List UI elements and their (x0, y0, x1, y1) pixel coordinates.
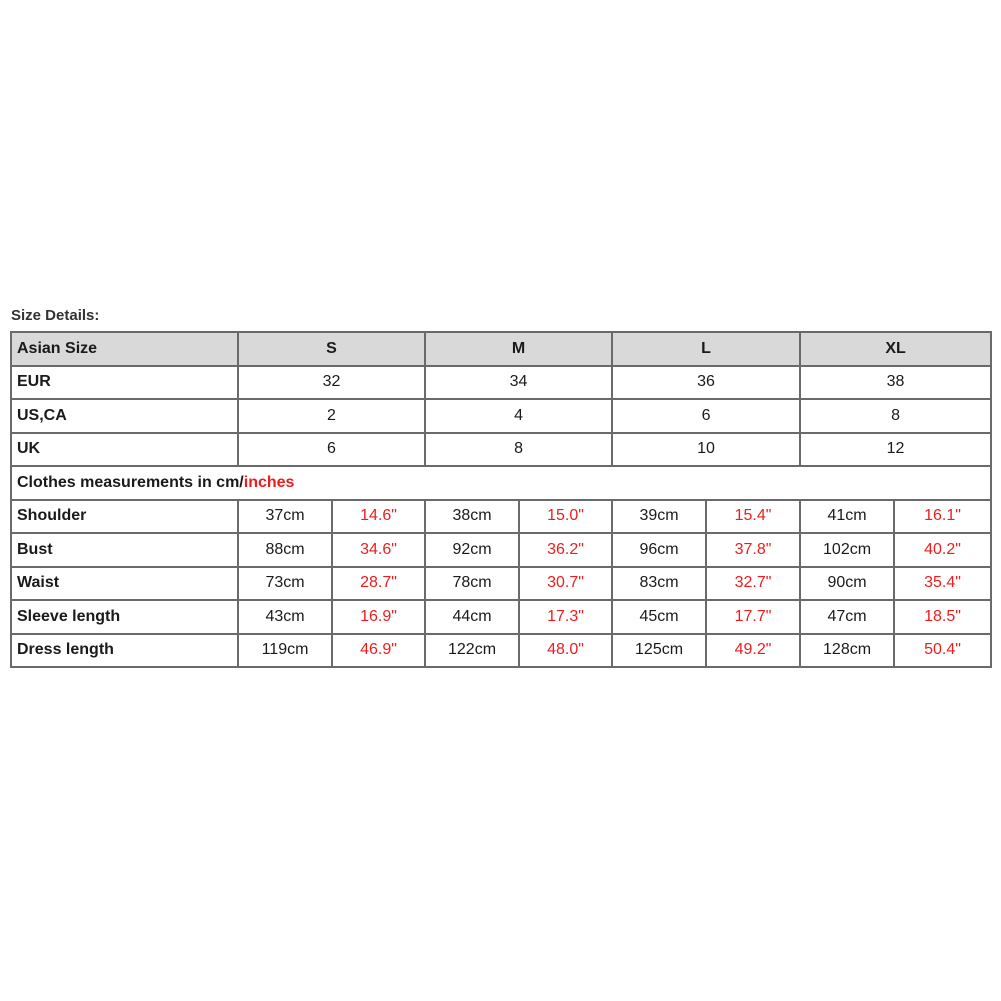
inch-cell: 16.1" (894, 500, 991, 534)
cm-cell: 92cm (425, 533, 519, 567)
table-cell: 6 (238, 433, 425, 467)
inch-cell: 17.7" (706, 600, 800, 634)
table-cell: 4 (425, 399, 612, 433)
inch-cell: 16.9" (332, 600, 425, 634)
size-header-l: L (612, 332, 800, 366)
inch-cell: 14.6" (332, 500, 425, 534)
measurement-row-sleeve-length (11, 600, 991, 634)
inch-cell: 15.4" (706, 500, 800, 534)
inch-cell: 35.4" (894, 567, 991, 601)
row-label: Bust (11, 533, 238, 567)
section-text: Clothes measurements in cm/ (17, 473, 244, 491)
inch-cell: 36.2" (519, 533, 612, 567)
row-label: EUR (11, 366, 238, 400)
table-cell: 36 (612, 366, 800, 400)
row-label: Shoulder (11, 500, 238, 534)
measurement-row-waist (11, 567, 991, 601)
cm-cell: 96cm (612, 533, 706, 567)
row-label: UK (11, 433, 238, 467)
cm-cell: 41cm (800, 500, 894, 534)
inch-cell: 30.7" (519, 567, 612, 601)
measurement-row-shoulder (11, 500, 991, 534)
cm-cell: 83cm (612, 567, 706, 601)
inch-cell: 34.6" (332, 533, 425, 567)
conversion-row-us-ca (11, 399, 991, 433)
inch-cell: 32.7" (706, 567, 800, 601)
measurements-section-heading (11, 466, 991, 500)
cm-cell: 39cm (612, 500, 706, 534)
cm-cell: 73cm (238, 567, 332, 601)
cm-cell: 119cm (238, 634, 332, 668)
table-cell: 6 (612, 399, 800, 433)
table-cell: 38 (800, 366, 991, 400)
cm-cell: 44cm (425, 600, 519, 634)
inch-cell: 50.4" (894, 634, 991, 668)
conversion-row-eur (11, 366, 991, 400)
conversion-row-uk (11, 433, 991, 467)
size-details-title: Size Details: (11, 307, 100, 324)
row-label: Dress length (11, 634, 238, 668)
cm-cell: 88cm (238, 533, 332, 567)
measurement-row-dress-length (11, 634, 991, 668)
row-label: Waist (11, 567, 238, 601)
table-cell: 10 (612, 433, 800, 467)
cm-cell: 78cm (425, 567, 519, 601)
size-header-m: M (425, 332, 612, 366)
measurement-row-bust (11, 533, 991, 567)
size-header-s: S (238, 332, 425, 366)
inch-cell: 49.2" (706, 634, 800, 668)
header-row (11, 332, 991, 366)
table-cell: 12 (800, 433, 991, 467)
cm-cell: 128cm (800, 634, 894, 668)
cm-cell: 37cm (238, 500, 332, 534)
table-cell: 32 (238, 366, 425, 400)
table-cell: 34 (425, 366, 612, 400)
table-cell: 2 (238, 399, 425, 433)
inch-cell: 37.8" (706, 533, 800, 567)
inch-cell: 15.0" (519, 500, 612, 534)
cm-cell: 47cm (800, 600, 894, 634)
table-cell: 8 (800, 399, 991, 433)
row-label: Sleeve length (11, 600, 238, 634)
cm-cell: 90cm (800, 567, 894, 601)
inch-cell: 46.9" (332, 634, 425, 668)
size-header-xl: XL (800, 332, 991, 366)
cm-cell: 125cm (612, 634, 706, 668)
section-row (11, 466, 991, 500)
inch-cell: 40.2" (894, 533, 991, 567)
cm-cell: 45cm (612, 600, 706, 634)
cm-cell: 122cm (425, 634, 519, 668)
cm-cell: 102cm (800, 533, 894, 567)
asian-size-label: Asian Size (11, 332, 238, 366)
table-cell: 8 (425, 433, 612, 467)
cm-cell: 43cm (238, 600, 332, 634)
row-label: US,CA (11, 399, 238, 433)
inch-cell: 17.3" (519, 600, 612, 634)
section-highlight: inches (243, 473, 295, 491)
inch-cell: 18.5" (894, 600, 991, 634)
inch-cell: 28.7" (332, 567, 425, 601)
size-chart-table (10, 331, 992, 668)
cm-cell: 38cm (425, 500, 519, 534)
inch-cell: 48.0" (519, 634, 612, 668)
